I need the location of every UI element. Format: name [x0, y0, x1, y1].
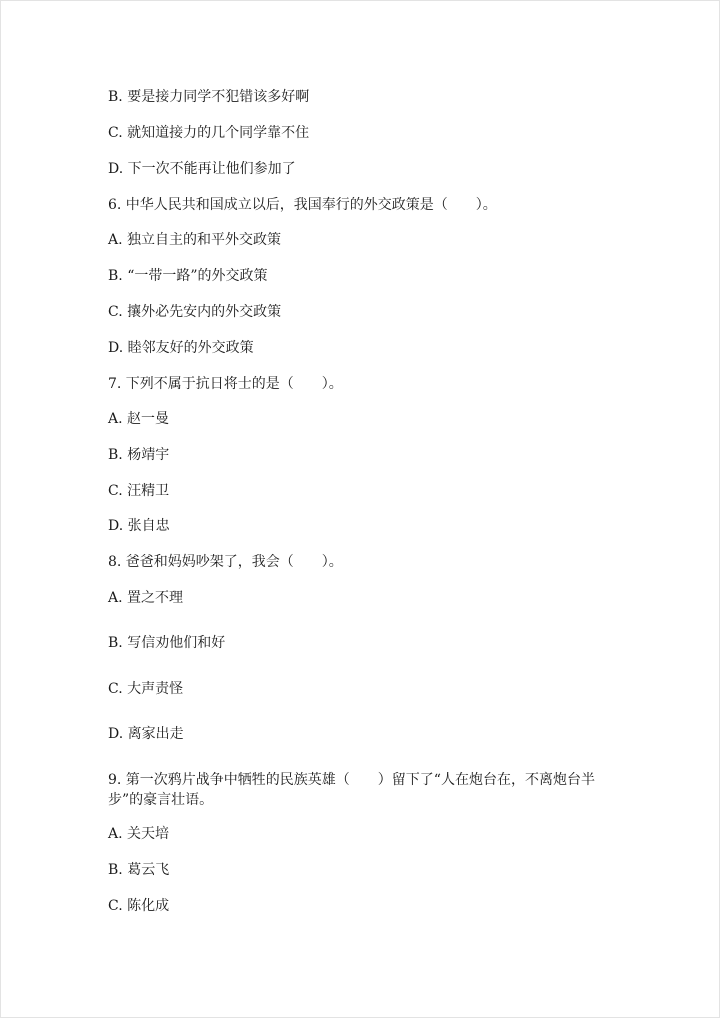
q8-option-b: B. 写信劝他们和好 — [108, 635, 226, 651]
q8-option-c: C. 大声责怪 — [108, 681, 184, 697]
q5-option-b: B. 要是接力同学不犯错该多好啊 — [108, 89, 310, 105]
q6-option-a: A. 独立自主的和平外交政策 — [108, 232, 282, 248]
q6-option-b: B. “一带一路”的外交政策 — [108, 268, 268, 284]
q9-option-a: A. 关天培 — [108, 826, 170, 842]
q8-option-a: A. 置之不理 — [108, 590, 184, 606]
q5-option-d: D. 下一次不能再让他们参加了 — [108, 161, 296, 177]
q6-option-d: D. 睦邻友好的外交政策 — [108, 340, 254, 356]
q9-stem: 9. 第一次鸦片战争中牺牲的民族英雄（ ）留下了“人在炮台在，不离炮台半步”的豪言壮语。 — [108, 772, 595, 808]
q7-option-b: B. 杨靖宇 — [108, 447, 170, 463]
q8-option-d: D. 离家出走 — [108, 726, 184, 742]
q9-option-b: B. 葛云飞 — [108, 862, 170, 878]
q9-option-c: C. 陈化成 — [108, 898, 170, 914]
q5-option-c: C. 就知道接力的几个同学靠不住 — [108, 125, 310, 141]
q6-option-c: C. 攘外必先安内的外交政策 — [108, 304, 282, 320]
q6-stem: 6. 中华人民共和国成立以后，我国奉行的外交政策是（ ）。 — [108, 197, 497, 213]
q7-option-a: A. 赵一曼 — [108, 411, 170, 427]
q7-stem: 7. 下列不属于抗日将士的是（ ）。 — [108, 376, 343, 392]
q7-option-c: C. 汪精卫 — [108, 483, 170, 499]
q7-option-d: D. 张自忠 — [108, 518, 170, 534]
q8-stem: 8. 爸爸和妈妈吵架了，我会（ ）。 — [108, 554, 343, 570]
